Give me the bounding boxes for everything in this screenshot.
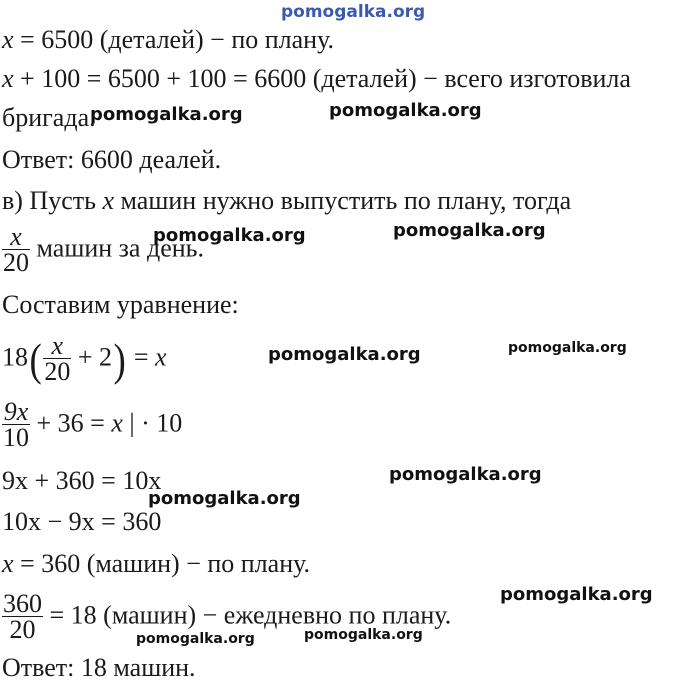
solution-line-7: Составим уравнение: — [2, 290, 239, 319]
fraction — [43, 331, 71, 386]
solution-line-9 — [2, 397, 183, 452]
watermark: pomogalka.org — [393, 220, 546, 241]
coefficient: 18 — [2, 342, 28, 372]
watermark: pomogalka.org — [153, 225, 306, 246]
line-text: + 100 = 6500 + 100 = 6600 (деталей) − всего изготовила — [13, 64, 631, 93]
watermark: pomogalka.org — [90, 104, 243, 125]
var-x: x — [155, 342, 167, 372]
fraction-numerator: 9x — [3, 397, 29, 426]
solution-line-2 — [2, 64, 631, 94]
fraction — [2, 397, 30, 452]
line-text: в) Пусть — [2, 186, 103, 215]
fraction-numerator: x — [43, 334, 71, 359]
var-x: x — [2, 25, 14, 54]
watermark: pomogalka.org — [304, 627, 423, 643]
line-text: = 360 (машин) − по плану. — [13, 549, 311, 578]
line-text: машин за день. — [30, 233, 205, 263]
watermark: pomogalka.org — [389, 464, 542, 485]
solution-line-12 — [2, 549, 310, 579]
solution-line-11: 10x − 9x = 360 — [2, 507, 162, 536]
solution-line-1 — [2, 25, 334, 55]
watermark: pomogalka.org — [500, 584, 653, 605]
line-text: = 18 (машин) − ежедневно по плану. — [43, 600, 452, 630]
fraction-numerator: 360 — [3, 589, 42, 618]
solution-line-3: бригада. — [2, 103, 96, 132]
var-x: x — [102, 186, 115, 215]
solution-line-5 — [2, 186, 571, 216]
fraction-numerator: x — [2, 225, 30, 250]
fraction-denominator: 20 — [9, 615, 36, 644]
var-x: x — [2, 549, 14, 578]
var-x: x — [111, 408, 123, 438]
fraction — [2, 222, 30, 277]
fraction — [2, 589, 43, 644]
var-x: x — [2, 64, 14, 93]
fraction-denominator: 10 — [3, 423, 29, 452]
watermark: pomogalka.org — [136, 631, 255, 647]
line-text: + 2 — [71, 342, 112, 372]
right-paren: ) — [113, 333, 126, 385]
answer-line-1: Ответ: 6600 деалей. — [2, 145, 222, 174]
line-text: | · 10 — [122, 408, 183, 438]
answer-line-2: Ответ: 18 машин. — [2, 653, 196, 682]
fraction-denominator: 20 — [3, 248, 29, 277]
left-paren: ( — [29, 333, 42, 385]
line-text: = 6500 (деталей) − по плану. — [13, 25, 334, 54]
fraction-denominator: 20 — [44, 357, 71, 386]
line-text: + 36 = — [30, 408, 112, 438]
watermark: pomogalka.org — [329, 100, 482, 121]
line-text: = — [127, 342, 155, 372]
equation-line — [2, 331, 167, 386]
watermark: pomogalka.org — [268, 344, 421, 365]
line-text: машин нужно выпустить по плану, тогда — [114, 186, 572, 215]
watermark: pomogalka.org — [508, 340, 627, 356]
watermark-top: pomogalka.org — [281, 2, 426, 22]
solution-line-10: 9x + 360 = 10x — [2, 466, 162, 495]
watermark: pomogalka.org — [148, 488, 301, 509]
